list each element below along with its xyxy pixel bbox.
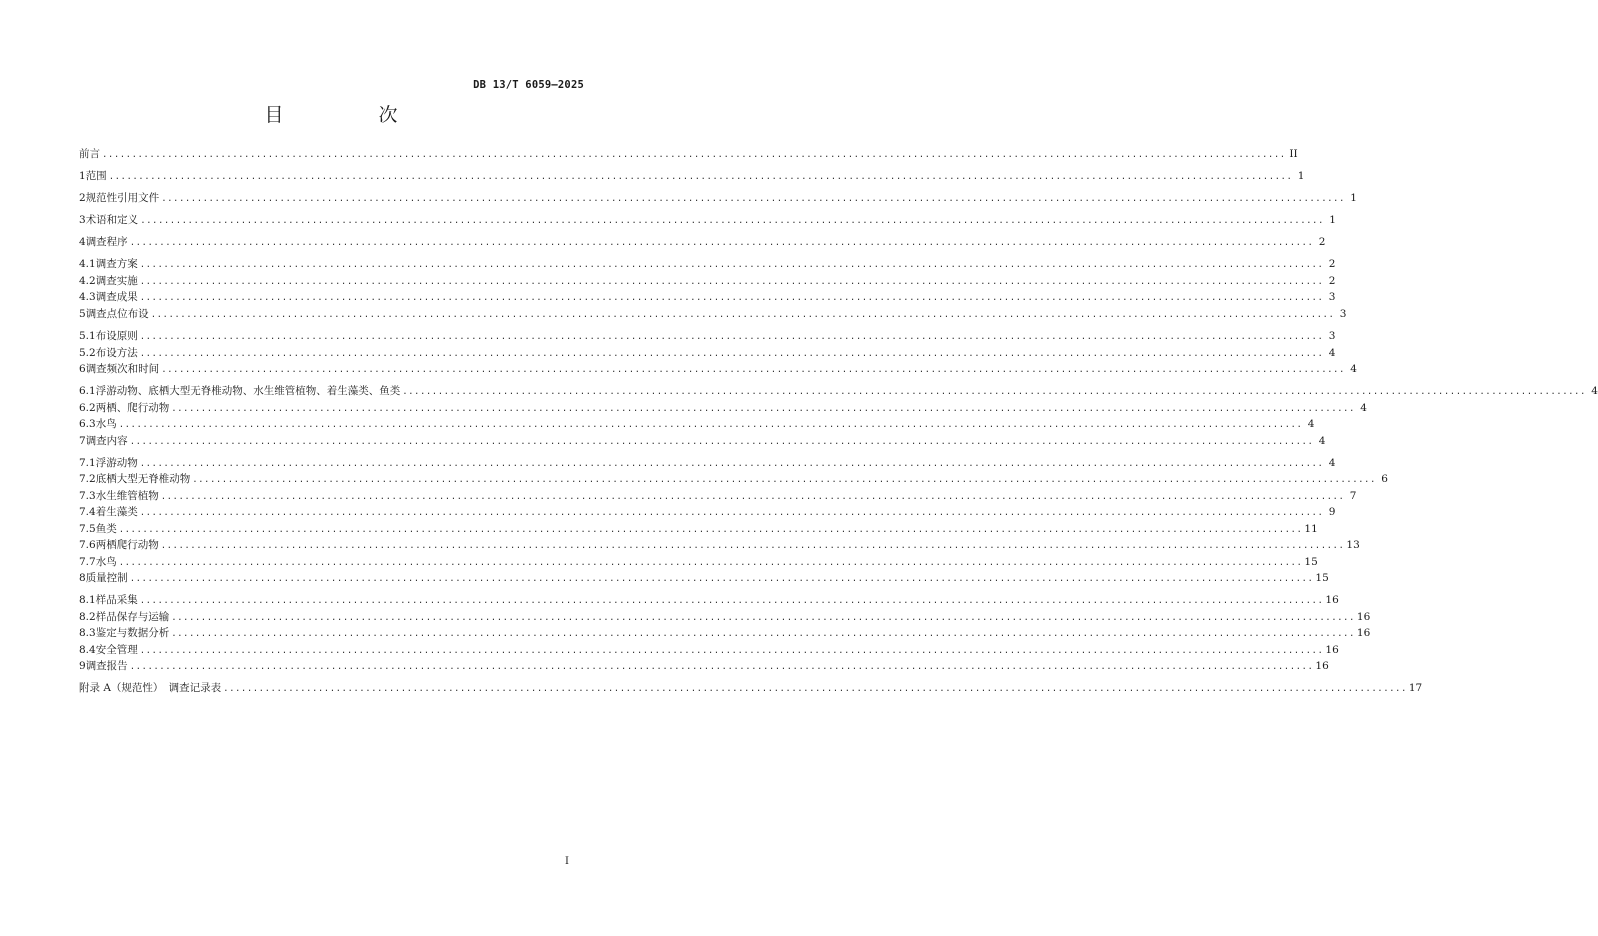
toc-entry-number: 7.5 xyxy=(79,522,96,535)
toc-entry[interactable] xyxy=(79,680,1423,702)
toc-entry[interactable] xyxy=(79,455,1336,472)
page-number: I xyxy=(565,856,569,867)
toc-dot-leader: ........................................................................................................................................................................................................ xyxy=(402,387,1586,398)
toc-entry[interactable] xyxy=(79,273,1336,290)
toc-entry-label: 规范性引用文件 xyxy=(85,192,160,205)
toc-entry-number: 8.1 xyxy=(79,594,96,607)
toc-entry-number: 3 xyxy=(79,214,86,227)
toc-entry-label: 调查频次和时间 xyxy=(85,363,160,376)
toc-entry[interactable] xyxy=(79,328,1336,345)
toc-entry-number: 7.3 xyxy=(79,489,96,502)
toc-entry-page: 16 xyxy=(1356,610,1371,623)
toc-entry[interactable] xyxy=(79,146,1298,168)
toc-entry[interactable] xyxy=(79,609,1371,626)
toc-entry-number: 9 xyxy=(79,660,86,673)
toc-entry-page: 16 xyxy=(1325,643,1339,656)
toc-entry[interactable] xyxy=(79,345,1336,362)
table-of-contents xyxy=(79,146,1598,703)
toc-entry-number: 4.1 xyxy=(79,258,96,271)
toc-entry-label: 着生藻类 xyxy=(95,506,138,519)
toc-dot-leader: ........................................................................................................................................................................................................ xyxy=(139,596,1324,607)
toc-entry[interactable] xyxy=(79,168,1305,190)
toc-entry-page: 13 xyxy=(1346,539,1360,552)
toc-entry[interactable] xyxy=(79,504,1336,521)
toc-entry-label: 安全管理 xyxy=(95,643,138,656)
toc-entry-label: 布设方法 xyxy=(95,346,138,359)
toc-entry-number: 6.3 xyxy=(79,418,96,431)
toc-entry[interactable] xyxy=(79,190,1357,212)
toc-entry[interactable] xyxy=(79,433,1326,455)
toc-entry-label: 范围 xyxy=(85,170,107,183)
toc-dot-leader: ........................................................................................................................................................................................................ xyxy=(160,541,1345,552)
toc-dot-leader: ........................................................................................................................................................................................................ xyxy=(129,238,1314,249)
toc-dot-leader: ........................................................................................................................................................................................................ xyxy=(118,557,1303,568)
toc-dot-leader: ........................................................................................................................................................................................................ xyxy=(171,403,1355,414)
toc-entry[interactable] xyxy=(79,642,1339,659)
toc-entry-label: 调查程序 xyxy=(85,236,128,249)
toc-entry-label: 调查报告 xyxy=(85,660,128,673)
toc-dot-leader: ........................................................................................................................................................................................................ xyxy=(129,436,1314,447)
toc-entry-number: 1 xyxy=(79,170,86,183)
toc-dot-leader: ........................................................................................................................................................................................................ xyxy=(150,309,1335,320)
toc-entry-number: 8.2 xyxy=(79,610,96,623)
toc-entry-number: 4.2 xyxy=(79,274,96,287)
toc-entry[interactable] xyxy=(79,658,1329,680)
toc-entry[interactable] xyxy=(79,570,1329,592)
toc-entry-page: 17 xyxy=(1408,682,1423,695)
toc-entry-number: 6.1 xyxy=(79,385,96,398)
toc-dot-leader: ........................................................................................................................................................................................................ xyxy=(171,629,1355,640)
toc-entry-number: 8 xyxy=(79,572,86,585)
page-title: 目 次 xyxy=(264,104,436,126)
toc-entry-label: 鉴定与数据分析 xyxy=(95,627,170,640)
toc-entry-number: 8.4 xyxy=(79,643,96,656)
toc-entry-page: 1 xyxy=(1350,192,1357,205)
toc-entry-label: 质量控制 xyxy=(85,572,128,585)
toc-entry-label: 两栖爬行动物 xyxy=(95,539,159,552)
toc-dot-leader: ........................................................................................................................................................................................................ xyxy=(223,684,1407,695)
toc-entry-page: 4 xyxy=(1591,385,1598,398)
toc-entry[interactable] xyxy=(79,471,1388,488)
toc-entry[interactable] xyxy=(79,306,1347,328)
toc-dot-leader: ........................................................................................................................................................................................................ xyxy=(171,612,1355,623)
toc-entry-number: 7 xyxy=(79,434,86,447)
toc-entry-label: 鱼类 xyxy=(95,522,117,535)
toc-entry-label: 浮游动物 xyxy=(95,456,138,469)
toc-entry-number: 7.2 xyxy=(79,473,96,486)
toc-entry-page: 4 xyxy=(1360,401,1367,414)
toc-entry-page: 4 xyxy=(1328,456,1336,469)
toc-entry[interactable] xyxy=(79,289,1336,306)
toc-entry-label: 样品保存与运输 xyxy=(95,610,170,623)
toc-entry[interactable] xyxy=(79,592,1339,609)
toc-dot-leader: ........................................................................................................................................................................................................ xyxy=(192,475,1376,486)
toc-entry-number: 5.1 xyxy=(79,330,96,343)
toc-dot-leader: ........................................................................................................................................................................................................ xyxy=(129,662,1314,673)
toc-entry[interactable] xyxy=(79,521,1318,538)
toc-entry-number: 5.2 xyxy=(79,346,96,359)
toc-entry-label: 术语和定义 xyxy=(85,214,139,227)
toc-dot-leader: ........................................................................................................................................................................................................ xyxy=(161,194,1345,205)
toc-entry-label: 调查成果 xyxy=(95,291,138,304)
toc-entry-page: II xyxy=(1289,148,1298,160)
toc-entry[interactable] xyxy=(79,383,1598,400)
toc-dot-leader: ........................................................................................................................................................................................................ xyxy=(118,524,1303,535)
toc-entry-label: 调查内容 xyxy=(85,434,128,447)
toc-dot-leader: ........................................................................................................................................................................................................ xyxy=(139,332,1324,343)
toc-dot-leader: ........................................................................................................................................................................................................ xyxy=(139,348,1324,359)
toc-entry-page: 16 xyxy=(1315,660,1329,673)
toc-entry[interactable] xyxy=(79,554,1318,571)
toc-entry-number: 6.2 xyxy=(79,401,96,414)
toc-entry-page: 4 xyxy=(1350,363,1357,376)
toc-entry-page: 1 xyxy=(1329,214,1336,227)
toc-entry-number: 6 xyxy=(79,363,86,376)
toc-entry-page: 16 xyxy=(1325,594,1339,607)
toc-entry-number: 7.4 xyxy=(79,506,96,519)
toc-dot-leader: ........................................................................................................................................................................................................ xyxy=(139,276,1324,287)
toc-entry-page: 3 xyxy=(1328,291,1336,304)
toc-entry[interactable] xyxy=(79,488,1357,505)
toc-entry[interactable] xyxy=(79,537,1360,554)
toc-dot-leader: ........................................................................................................................................................................................................ xyxy=(139,508,1324,519)
standard-code: DB 13/T 6059—2025 xyxy=(473,79,584,91)
toc-entry-page: 2 xyxy=(1328,274,1336,287)
toc-dot-leader: ........................................................................................................................................................................................................ xyxy=(118,420,1303,431)
toc-dot-leader: ........................................................................................................................................................................................................ xyxy=(139,293,1324,304)
toc-entry-label: 两栖、爬行动物 xyxy=(95,401,170,414)
toc-entry-label: 附录 A（规范性） 调查记录表 xyxy=(79,682,222,695)
toc-dot-leader: ........................................................................................................................................................................................................ xyxy=(161,365,1345,376)
toc-entry[interactable] xyxy=(79,625,1371,642)
toc-entry-number: 7.6 xyxy=(79,539,96,552)
toc-entry-page: 15 xyxy=(1304,555,1318,568)
toc-entry-page: 15 xyxy=(1315,572,1329,585)
toc-entry-number: 4 xyxy=(79,236,86,249)
toc-dot-leader: ........................................................................................................................................................................................................ xyxy=(139,645,1324,656)
toc-entry-label: 水鸟 xyxy=(95,418,117,431)
toc-entry[interactable] xyxy=(79,361,1357,383)
toc-dot-leader: ........................................................................................................................................................................................................ xyxy=(139,458,1324,469)
toc-entry-page: 4 xyxy=(1307,418,1315,431)
toc-entry-number: 4.3 xyxy=(79,291,96,304)
toc-dot-leader: ........................................................................................................................................................................................................ xyxy=(160,491,1345,502)
toc-entry-page: 16 xyxy=(1356,627,1371,640)
toc-dot-leader: ........................................................................................................................................................................................................ xyxy=(139,260,1324,271)
toc-entry[interactable] xyxy=(79,256,1336,273)
toc-entry-label: 前言 xyxy=(79,148,100,160)
toc-entry[interactable] xyxy=(79,416,1315,433)
toc-entry-page: 2 xyxy=(1328,258,1336,271)
toc-entry-page: 4 xyxy=(1328,346,1336,359)
toc-entry-number: 7.1 xyxy=(79,456,96,469)
toc-entry-label: 调查点位布设 xyxy=(85,307,149,320)
toc-entry-page: 3 xyxy=(1328,330,1336,343)
toc-entry[interactable] xyxy=(79,212,1336,234)
toc-entry-page: 9 xyxy=(1328,506,1336,519)
toc-entry-number: 5 xyxy=(79,307,86,320)
toc-dot-leader: ........................................................................................................................................................................................................ xyxy=(129,574,1314,585)
toc-entry-number: 2 xyxy=(79,192,86,205)
toc-entry[interactable] xyxy=(79,400,1367,417)
toc-entry-label: 水鸟 xyxy=(95,555,117,568)
toc-entry-number: 8.3 xyxy=(79,627,96,640)
toc-entry-label: 底栖大型无脊椎动物 xyxy=(95,473,191,486)
toc-entry-label: 浮游动物、底栖大型无脊椎动物、水生维管植物、着生藻类、鱼类 xyxy=(95,385,401,398)
toc-entry-label: 调查方案 xyxy=(95,258,138,271)
toc-entry-page: 11 xyxy=(1304,522,1318,535)
toc-entry-page: 3 xyxy=(1339,307,1347,320)
toc-entry-number: 7.7 xyxy=(79,555,96,568)
toc-dot-leader: ........................................................................................................................................................................................................ xyxy=(102,150,1286,160)
toc-entry-label: 样品采集 xyxy=(95,594,138,607)
toc-entry-page: 6 xyxy=(1381,473,1388,486)
toc-entry-page: 7 xyxy=(1349,489,1357,502)
toc-dot-leader: ........................................................................................................................................................................................................ xyxy=(140,216,1324,227)
toc-entry-page: 1 xyxy=(1297,170,1305,183)
toc-entry-label: 水生维管植物 xyxy=(95,489,159,502)
toc-entry-page: 2 xyxy=(1318,236,1326,249)
toc-dot-leader: ........................................................................................................................................................................................................ xyxy=(108,172,1293,183)
toc-entry[interactable] xyxy=(79,234,1326,256)
toc-entry-label: 布设原则 xyxy=(95,330,138,343)
toc-entry-page: 4 xyxy=(1318,434,1326,447)
toc-entry-label: 调查实施 xyxy=(95,274,138,287)
